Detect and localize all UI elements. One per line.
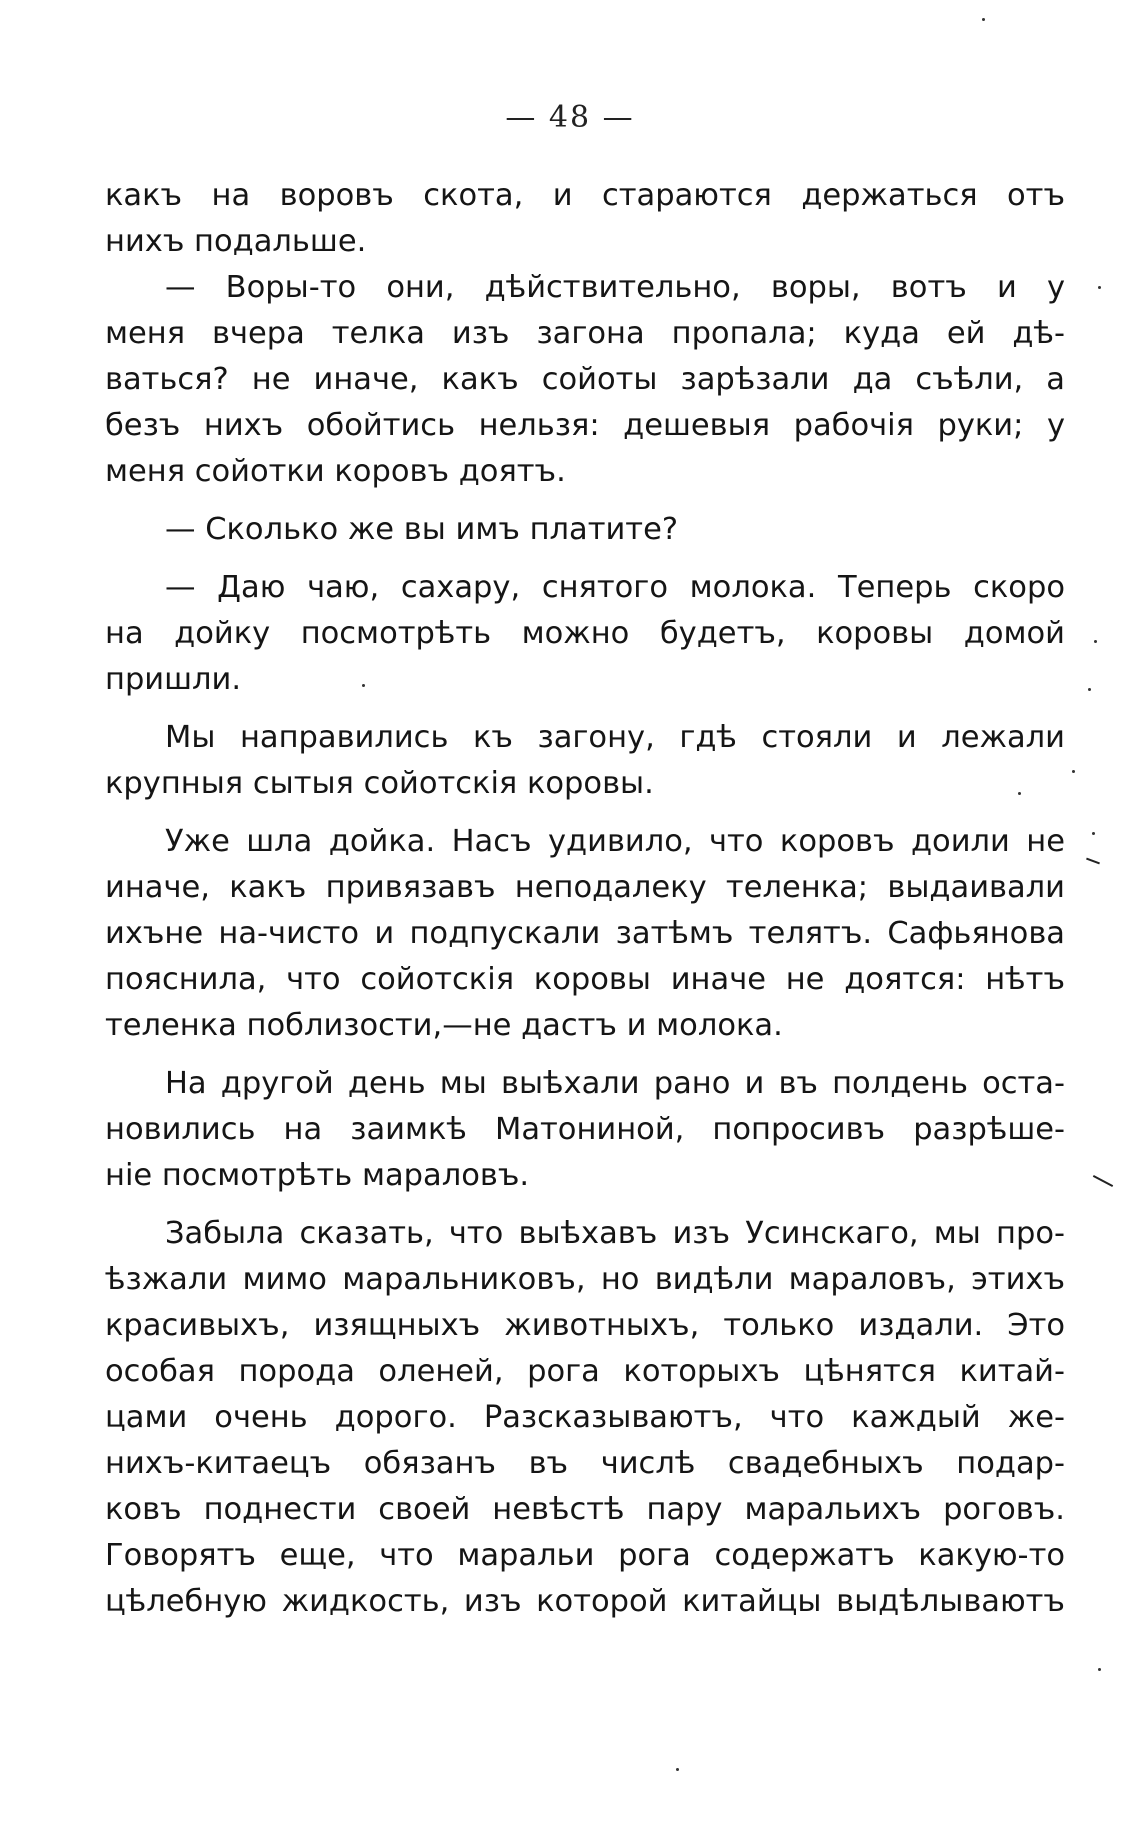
text-line: безъ нихъ обойтись нельзя: дешевыя рабочія руки; у — [105, 408, 1065, 443]
text-line: — Даю чаю, сахару, снятого молока. Теперь скоро — [165, 570, 1065, 605]
text-line: Говорятъ еще, что маральи рога содержатъ какую-то — [105, 1538, 1065, 1573]
margin-mark — [1086, 858, 1100, 865]
text-line: — Воры-то они, дѣйствительно, воры, вотъ и у — [165, 270, 1065, 305]
text-line: цами очень дорого. Разсказываютъ, что каждый же- — [105, 1400, 1065, 1435]
text-line: ковъ поднести своей невѣстѣ пару маральихъ роговъ. — [105, 1492, 1065, 1527]
scan-speck — [1094, 640, 1097, 643]
scan-speck — [676, 1768, 679, 1771]
page-number: — 48 — — [505, 100, 635, 135]
text-line: ніе посмотрѣть мараловъ. — [105, 1158, 530, 1193]
scan-speck — [1092, 832, 1095, 835]
text-line: на дойку посмотрѣть можно будетъ, коровы домой — [105, 616, 1065, 651]
text-line: новились на заимкѣ Матониной, попросивъ разрѣше- — [105, 1112, 1065, 1147]
scan-speck — [1098, 1668, 1101, 1671]
text-line: какъ на воровъ скота, и стараются держаться отъ — [105, 178, 1065, 213]
text-line: меня сойотки коровъ доятъ. — [105, 454, 566, 489]
text-line: ваться? не иначе, какъ сойоты зарѣзали да съѣли, а — [105, 362, 1065, 397]
text-line: красивыхъ, изящныхъ животныхъ, только издали. Это — [105, 1308, 1065, 1343]
scan-speck — [362, 684, 365, 687]
text-line: теленка поблизости,—не дастъ и молока. — [105, 1008, 783, 1043]
text-line: Уже шла дойка. Насъ удивило, что коровъ доили не — [165, 824, 1065, 859]
text-line: На другой день мы выѣхали рано и въ полдень оста- — [165, 1066, 1065, 1101]
scan-speck — [1072, 770, 1075, 773]
text-line: крупныя сытыя сойотскія коровы. — [105, 766, 654, 801]
scan-speck — [1098, 286, 1101, 289]
text-line: Мы направились къ загону, гдѣ стояли и лежали — [165, 720, 1065, 755]
text-line: особая порода оленей, рога которыхъ цѣнятся китай- — [105, 1354, 1065, 1389]
text-line: нихъ-китаецъ обязанъ въ числѣ свадебныхъ подар- — [105, 1446, 1065, 1481]
text-line: ѣзжали мимо маральниковъ, но видѣли мараловъ, этихъ — [105, 1262, 1065, 1297]
text-line: цѣлебную жидкость, изъ которой китайцы выдѣлываютъ — [105, 1584, 1065, 1619]
text-line: пояснила, что сойотскія коровы иначе не доятся: нѣтъ — [105, 962, 1065, 997]
margin-mark — [1093, 1175, 1113, 1187]
text-line: иначе, какъ привязавъ неподалеку теленка; выдаивали — [105, 870, 1065, 905]
text-line: пришли. — [105, 662, 242, 697]
text-line: — Сколько же вы имъ платите? — [165, 512, 679, 547]
text-line: ихъне на-чисто и подпускали затѣмъ телятъ. Сафьянова — [105, 916, 1065, 951]
scan-speck — [1088, 688, 1091, 691]
scan-speck — [982, 18, 985, 21]
text-line: нихъ подальше. — [105, 224, 367, 259]
text-line: меня вчера телка изъ загона пропала; куда ей дѣ- — [105, 316, 1065, 351]
scan-speck — [1018, 792, 1021, 795]
text-line: Забыла сказать, что выѣхавъ изъ Усинскаго, мы про- — [165, 1216, 1065, 1251]
